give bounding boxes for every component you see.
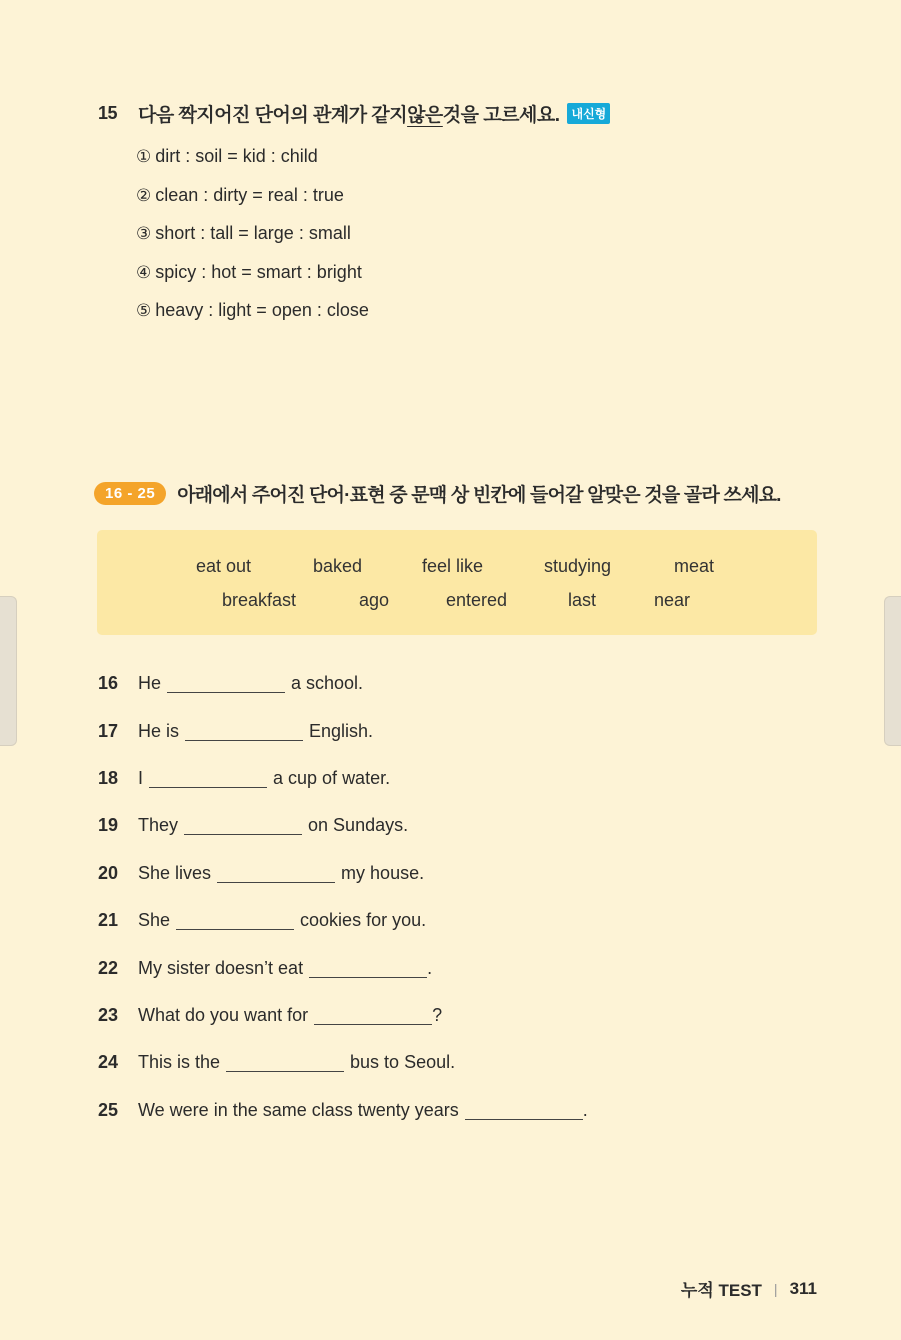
word-bank (97, 530, 817, 635)
answer-blank[interactable] (465, 1101, 583, 1120)
question-17 (98, 707, 588, 754)
word-bank-item: last (568, 590, 597, 610)
answer-blank[interactable] (185, 722, 303, 741)
question-number: 17 (98, 720, 119, 741)
answer-blank[interactable] (217, 864, 335, 883)
sentence-after: bus to Seoul. (350, 1052, 456, 1073)
question-number: 21 (98, 910, 119, 931)
answer-blank[interactable] (314, 1006, 432, 1025)
answer-blank[interactable] (184, 816, 302, 835)
option-2[interactable] (136, 176, 610, 215)
word-bank-item: feel like (422, 556, 484, 576)
exam-type-badge: 내신형 (567, 103, 610, 124)
sentence-before: They (138, 815, 179, 836)
option-mark: ② (136, 185, 152, 206)
word-bank-item: near (654, 590, 691, 610)
sentence-after: on Sundays. (308, 815, 409, 836)
left-page-tab[interactable] (0, 596, 17, 746)
word-bank-item: breakfast (222, 590, 297, 610)
option-mark: ⑤ (136, 301, 152, 321)
option-mark: ③ (136, 224, 152, 244)
question-number: 20 (98, 862, 119, 883)
question-16 (98, 660, 588, 707)
sentence-before: She (138, 910, 171, 931)
word-bank-item: studying (544, 556, 612, 576)
question-number: 15 (98, 103, 118, 123)
sentence-after: cookies for you. (300, 910, 427, 931)
fill-in-items (98, 660, 588, 1134)
option-1[interactable] (136, 137, 610, 176)
question-21 (98, 897, 588, 944)
option-text: dirt : soil = kid : child (155, 146, 318, 166)
page-number: 311 (789, 1278, 817, 1298)
word-bank-item: ago (359, 590, 390, 610)
prompt-text-post: 것을 고르세요. (442, 105, 560, 126)
question-number: 18 (98, 767, 119, 788)
question-number: 19 (98, 815, 119, 836)
question-number: 23 (98, 1004, 119, 1025)
prompt-negation: 않은 (407, 105, 443, 126)
word-bank-item: meat (674, 556, 715, 576)
sentence-before: He is (138, 720, 180, 741)
answer-blank[interactable] (149, 769, 267, 788)
question-18 (98, 755, 588, 802)
option-text: clean : dirty = real : true (155, 184, 344, 205)
question-20 (98, 850, 588, 897)
question-19 (98, 802, 588, 849)
sentence-after: my house. (341, 862, 425, 883)
question-number: 25 (98, 1099, 119, 1120)
answer-blank[interactable] (176, 911, 294, 930)
sentence-before: We were in the same class twenty years (138, 1099, 459, 1120)
sentence-before: My sister doesn’t eat (138, 957, 304, 978)
answer-options (136, 137, 610, 330)
prompt-text-pre: 다음 짝지어진 단어의 관계가 같지 (138, 105, 408, 126)
footer-separator: | (773, 1280, 778, 1297)
section-header (94, 480, 781, 507)
option-mark: ① (136, 147, 152, 167)
sentence-before: This is the (138, 1052, 221, 1073)
sentence-before: She lives (138, 862, 212, 883)
sentence-before: He (138, 673, 162, 694)
answer-blank[interactable] (309, 959, 427, 978)
question-range-badge: 16 - 25 (94, 482, 166, 505)
sentence-after: . (427, 957, 433, 978)
option-mark: ④ (136, 262, 152, 283)
sentence-after: . (582, 1099, 588, 1120)
word-bank-item: entered (446, 590, 508, 610)
sentence-after: English. (309, 720, 374, 741)
sentence-before: What do you want for (138, 1004, 309, 1025)
word-bank-item: baked (313, 556, 363, 576)
section-instruction: 아래에서 주어진 단어·표현 중 문맥 상 빈칸에 들어갈 알맞은 것을 골라 쓰세요. (177, 485, 781, 506)
question-22 (98, 944, 588, 991)
answer-blank[interactable] (226, 1053, 344, 1072)
option-text: spicy : hot = smart : bright (155, 261, 362, 282)
option-text: short : tall = large : small (155, 223, 351, 243)
sentence-before: I (138, 767, 144, 788)
right-page-tab[interactable] (884, 596, 901, 746)
word-bank-item: eat out (196, 556, 252, 576)
question-15-prompt (98, 100, 610, 127)
option-3[interactable] (136, 214, 610, 253)
question-23 (98, 992, 588, 1039)
footer-label: 누적 TEST (680, 1281, 762, 1300)
page-footer (681, 1276, 817, 1301)
option-4[interactable] (136, 253, 610, 292)
sentence-after: a cup of water. (273, 767, 391, 788)
question-25 (98, 1087, 588, 1134)
answer-blank[interactable] (167, 674, 285, 693)
question-number: 22 (98, 957, 119, 978)
sentence-after: ? (432, 1004, 443, 1025)
question-number: 24 (98, 1052, 119, 1073)
option-5[interactable] (136, 291, 610, 330)
question-number: 16 (98, 673, 119, 694)
option-text: heavy : light = open : close (155, 300, 369, 320)
question-15 (98, 100, 610, 330)
sentence-after: a school. (291, 673, 364, 694)
question-24 (98, 1039, 588, 1086)
